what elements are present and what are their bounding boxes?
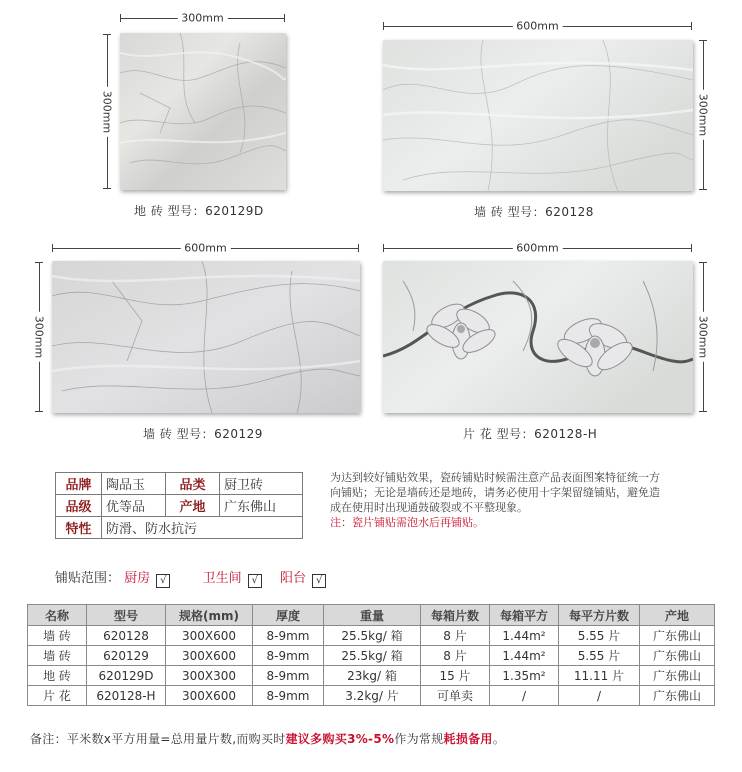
table-cell: 墙 砖 <box>28 646 87 666</box>
origin-value: 广东佛山 <box>220 495 303 517</box>
table-cell: 300X300 <box>166 666 253 686</box>
width-dimension-label: 600mm <box>512 20 562 33</box>
table-cell: 1.35m² <box>490 666 559 686</box>
table-cell: 1.44m² <box>490 626 559 646</box>
column-header: 型号 <box>87 605 166 626</box>
table-cell: 300X600 <box>166 626 253 646</box>
tile-image-620129 <box>52 261 360 413</box>
spec-table <box>27 604 715 706</box>
table-cell: 墙 砖 <box>28 626 87 646</box>
height-dimension <box>697 40 709 190</box>
table-row <box>28 626 715 646</box>
table-cell: 5.55 片 <box>559 646 640 666</box>
height-dimension-label: 300mm <box>697 90 710 140</box>
table-cell: / <box>559 686 640 706</box>
table-cell: 300X600 <box>166 686 253 706</box>
table-cell: 5.55 片 <box>559 626 640 646</box>
footnote-middle: 作为常规 <box>394 732 444 746</box>
table-row <box>28 646 715 666</box>
column-header: 每箱平方 <box>490 605 559 626</box>
table-cell: 1.44m² <box>490 646 559 666</box>
height-dimension-label: 300mm <box>33 312 46 362</box>
brand-value: 陶品玉 <box>102 473 166 495</box>
table-cell: 8-9mm <box>253 626 324 646</box>
installation-warning: 注：瓷片铺贴需泡水后再铺贴。 <box>330 516 484 529</box>
table-cell: 15 片 <box>421 666 490 686</box>
table-cell: 620128-H <box>87 686 166 706</box>
grade-label: 品级 <box>56 495 102 517</box>
table-cell: 广东佛山 <box>640 666 715 686</box>
scope-item-balcony: 阳台 <box>280 571 307 586</box>
table-cell: 25.5kg/ 箱 <box>324 626 421 646</box>
height-dimension <box>101 34 113 189</box>
tile-image-620128-h <box>383 261 693 413</box>
table-cell: 广东佛山 <box>640 626 715 646</box>
scope-item-bathroom: 卫生间 <box>202 571 242 586</box>
table-cell: 8 片 <box>421 626 490 646</box>
table-cell: 地 砖 <box>28 666 87 686</box>
table-cell: 广东佛山 <box>640 686 715 706</box>
table-cell: 8-9mm <box>253 686 324 706</box>
origin-label: 产地 <box>166 495 220 517</box>
width-dimension-label: 300mm <box>177 12 227 25</box>
category-label: 品类 <box>166 473 220 495</box>
table-cell: 8-9mm <box>253 666 324 686</box>
table-row <box>28 686 715 706</box>
table-cell: 8-9mm <box>253 646 324 666</box>
column-header: 产地 <box>640 605 715 626</box>
width-dimension <box>120 12 285 24</box>
tile-caption: 墙 砖 型号：620128 <box>474 205 594 219</box>
table-cell: 11.11 片 <box>559 666 640 686</box>
height-dimension <box>697 262 709 412</box>
column-header: 厚度 <box>253 605 324 626</box>
footnote-highlight-extra: 建议多购买3%-5% <box>285 732 395 746</box>
scope-label: 铺贴范围： <box>55 571 121 586</box>
footnote-prefix: 备注：平米数x平方用量=总用量片数,而购买时 <box>30 732 286 746</box>
purchase-footnote <box>30 730 505 747</box>
width-dimension-label: 600mm <box>180 242 230 255</box>
table-cell: 8 片 <box>421 646 490 666</box>
table-cell: 620129D <box>87 666 166 686</box>
tile-image-620129d <box>120 33 286 190</box>
column-header: 每平方片数 <box>559 605 640 626</box>
check-icon: √ <box>156 574 170 588</box>
table-cell: 300X600 <box>166 646 253 666</box>
table-cell: 片 花 <box>28 686 87 706</box>
feature-value: 防滑、防水抗污 <box>102 517 303 539</box>
table-cell: 广东佛山 <box>640 646 715 666</box>
tile-caption: 片 花 型号：620128-H <box>463 427 598 441</box>
application-scope <box>55 567 326 588</box>
table-cell: 25.5kg/ 箱 <box>324 646 421 666</box>
table-header-row <box>28 605 715 626</box>
table-cell: 可单卖 <box>421 686 490 706</box>
installation-notes <box>330 470 665 530</box>
width-dimension <box>52 242 359 254</box>
footnote-suffix: 。 <box>492 732 506 746</box>
check-icon: √ <box>312 574 326 588</box>
tile-caption: 墙 砖 型号：620129 <box>143 427 263 441</box>
table-cell: 23kg/ 箱 <box>324 666 421 686</box>
width-dimension <box>383 20 692 32</box>
footnote-highlight-spare: 耗损备用 <box>443 732 493 746</box>
feature-label: 特性 <box>56 517 102 539</box>
brand-label: 品牌 <box>56 473 102 495</box>
check-icon: √ <box>248 574 262 588</box>
table-cell: 3.2kg/ 片 <box>324 686 421 706</box>
width-dimension <box>383 242 692 254</box>
width-dimension-label: 600mm <box>512 242 562 255</box>
height-dimension-label: 300mm <box>697 312 710 362</box>
column-header: 每箱片数 <box>421 605 490 626</box>
column-header: 重量 <box>324 605 421 626</box>
table-cell: / <box>490 686 559 706</box>
product-info-table <box>55 472 303 539</box>
table-cell: 620129 <box>87 646 166 666</box>
table-row <box>28 666 715 686</box>
column-header: 规格(mm) <box>166 605 253 626</box>
scope-item-kitchen: 厨房 <box>124 571 151 586</box>
tile-caption: 地 砖 型号：620129D <box>134 204 264 218</box>
grade-value: 优等品 <box>102 495 166 517</box>
tile-image-620128 <box>383 40 693 191</box>
height-dimension-label: 300mm <box>101 86 114 136</box>
table-cell: 620128 <box>87 626 166 646</box>
category-value: 厨卫砖 <box>220 473 303 495</box>
column-header: 名称 <box>28 605 87 626</box>
height-dimension <box>33 262 45 412</box>
installation-notes-text: 为达到较好铺贴效果，瓷砖铺贴时候需注意产品表面图案特征统一方向铺贴；无论是墙砖还是地砖，请务必使用十字架留缝铺贴，避免造成在使用时出现通鼓破裂或不平整现象。 <box>330 471 660 514</box>
